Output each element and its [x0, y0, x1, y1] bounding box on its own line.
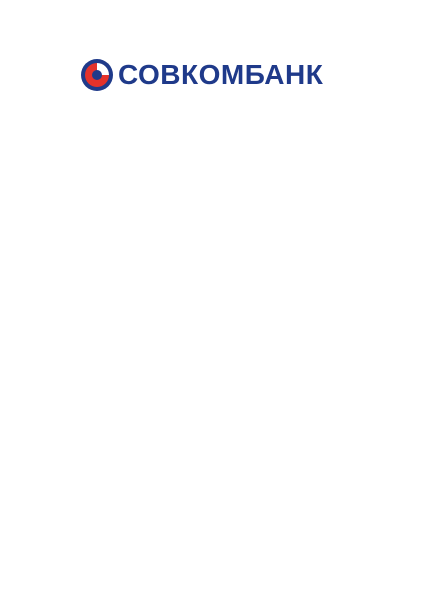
- bank-logo-icon: [80, 58, 114, 92]
- bank-logo: [80, 58, 323, 92]
- bank-logo-wordmark: СОВКОМБАНК: [118, 59, 324, 90]
